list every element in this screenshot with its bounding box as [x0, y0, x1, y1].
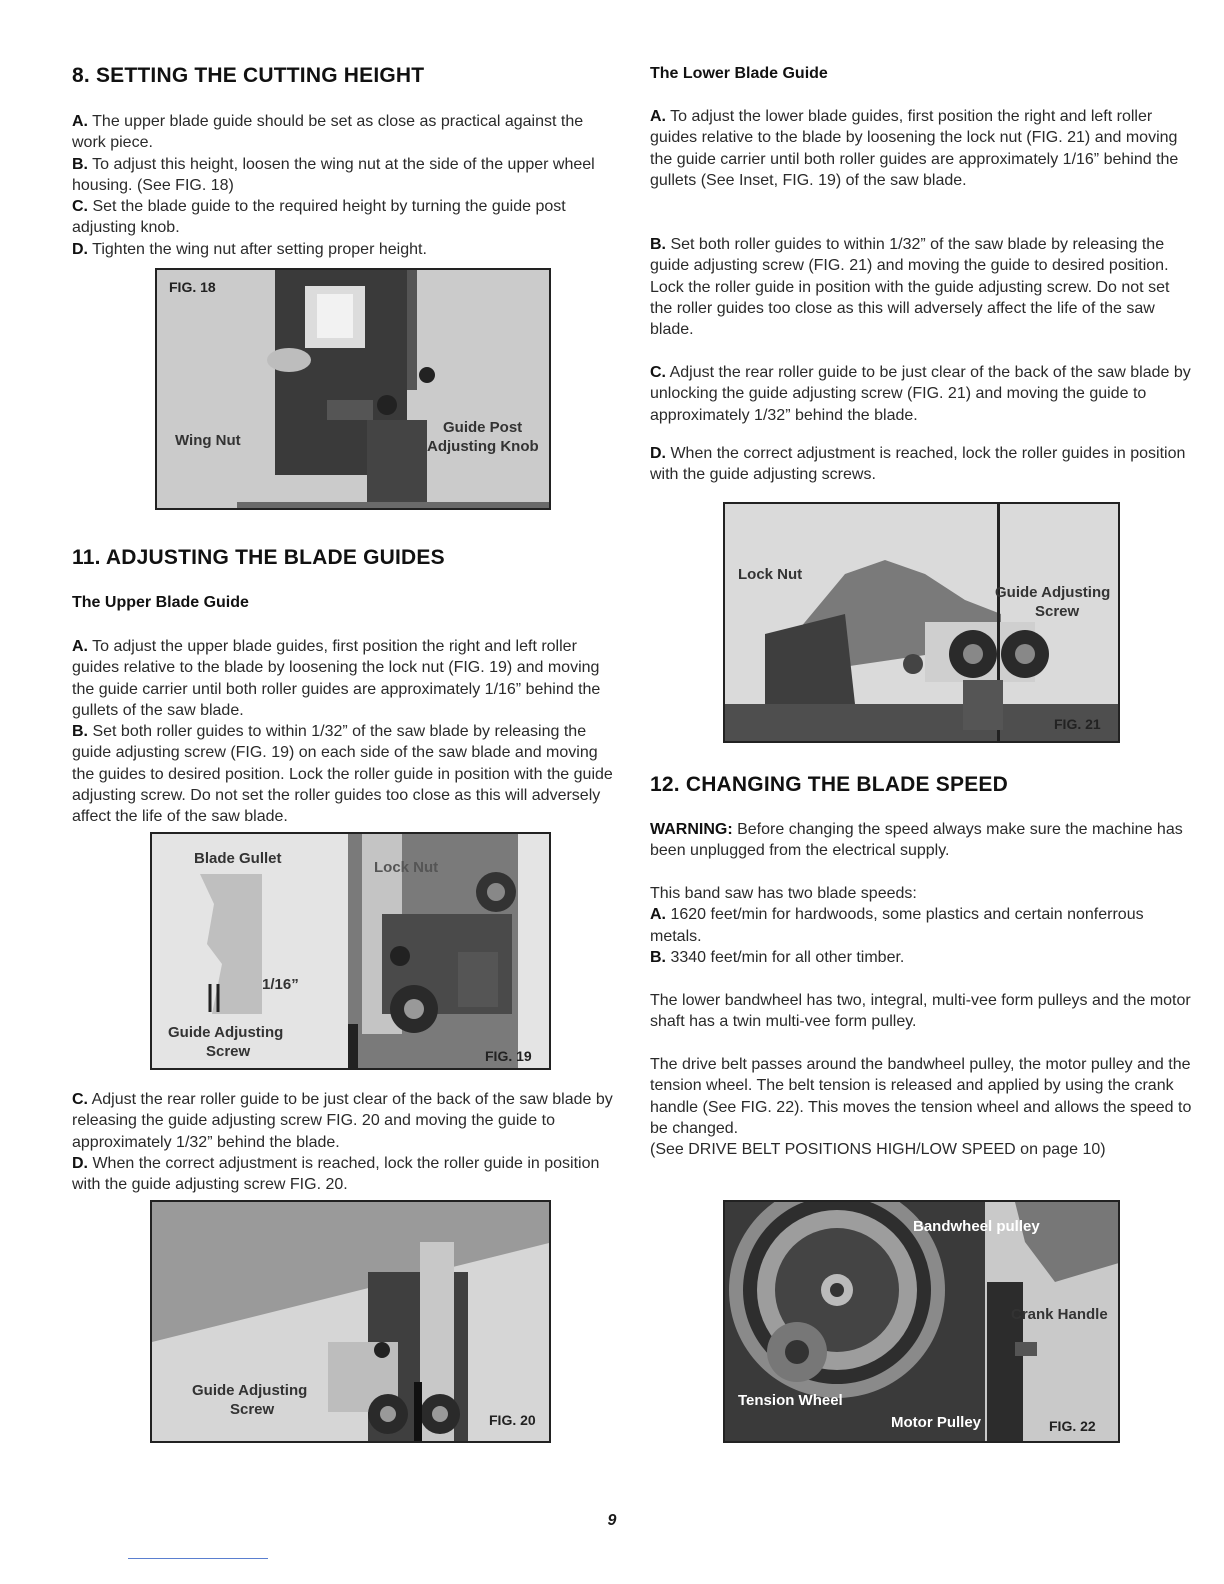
fig-19-label-screw: Screw: [206, 1043, 251, 1060]
section-12-speeds: This band saw has two blade speeds: A. 1620 feet/min for hardwoods, some plastics and certain nonferrous metals. B. 3340 feet/min for all other timber.: [650, 885, 1144, 966]
fig-19-photo: [150, 832, 551, 1070]
section-8-title: 8. SETTING THE CUTTING HEIGHT: [72, 64, 425, 87]
fig-19-label-guide-adjusting: Guide Adjusting: [168, 1024, 284, 1041]
section-11-title: 11. ADJUSTING THE BLADE GUIDES: [72, 546, 445, 569]
fig-18-photo: [155, 268, 551, 510]
fig-19-label-sixteenth: 1/16”: [262, 976, 299, 993]
lower-blade-guide-c: C. Adjust the rear roller guide to be just clear of the back of the saw blade by unlocking the guide adjusting screw (FIG. 21) and moving the guide to approximately 1/32” behind the blade.: [650, 364, 1191, 424]
section-12-warning: WARNING: Before changing the speed always make sure the machine has been unplugged from the electrical supply.: [650, 821, 1183, 860]
section-12-para1: The lower bandwheel has two, integral, multi-vee form pulleys and the motor shaft has a twin multi-vee form pulley.: [650, 992, 1191, 1031]
fig-21-illustration: [725, 504, 1120, 743]
page-number: 9: [607, 1512, 617, 1529]
fig-21-label-lock-nut: Lock Nut: [738, 566, 803, 583]
fig-22-label-crank-handle: Crank Handle: [1011, 1306, 1108, 1323]
fig-20-label-screw: Screw: [230, 1401, 275, 1418]
fig-19-label-lock-nut: Lock Nut: [374, 859, 439, 876]
section-8-text: A. The upper blade guide should be set as close as practical against the work piece. B. To adjust this height, loosen the wing nut at the side of the upper wheel housing. (See FIG. 18) C. Set the blade guide to the required height by turning the guide post adjusting knob. D. Tighten the wing nut after setting proper height.: [72, 113, 595, 258]
fig-19-number: FIG. 19: [485, 1048, 532, 1064]
fig-18-label-adjusting-knob: Adjusting Knob: [427, 438, 539, 455]
section-12-para2: The drive belt passes around the bandwheel pulley, the motor pulley and the tension wheel. The belt tension is released and applied by using the crank handle (See FIG. 22). This moves the tension wheel and allows the speed to be changed. (See DRIVE BELT POSITIONS HIGH/LOW SPEED on page 10): [650, 1056, 1192, 1159]
fig-21-number: FIG. 21: [1054, 716, 1101, 732]
fig-18-number: FIG. 18: [169, 279, 216, 295]
upper-blade-guide-subtitle: The Upper Blade Guide: [72, 594, 249, 611]
fig-18-label-guide-post: Guide Post: [443, 419, 523, 436]
lower-blade-guide-d: D. When the correct adjustment is reached, lock the roller guides in position with the guide adjusting screws.: [650, 445, 1186, 484]
section-12-title: 12. CHANGING THE BLADE SPEED: [650, 773, 1008, 796]
fig-20-number: FIG. 20: [489, 1412, 536, 1428]
lower-blade-guide-a: A. To adjust the lower blade guides, first position the right and left roller guides relative to the blade by loosening the lock nut (FIG. 21) and moving the guide carrier until both roller guides are approximately 1/16” behind the gullets (See Inset, FIG. 19) of the saw blade.: [650, 108, 1179, 189]
lower-blade-guide-b: B. Set both roller guides to within 1/32” of the saw blade by releasing the guide adjusting screw (FIG. 21) and moving the guide to desired position. Lock the roller guide in position with the guide adjusting screw. Do not set the roller guides too close as this will adversely affect the life of the saw blade.: [650, 236, 1170, 339]
fig-22-label-bandwheel: Bandwheel pulley: [913, 1218, 1040, 1235]
fig-22-label-motor-pulley: Motor Pulley: [891, 1414, 982, 1431]
fig-22-label-tension-wheel: Tension Wheel: [738, 1392, 843, 1409]
fig-20-illustration: [152, 1202, 551, 1443]
fig-21-photo: [723, 502, 1120, 743]
fig-21-label-screw: Screw: [1035, 603, 1080, 620]
fig-22-number: FIG. 22: [1049, 1418, 1096, 1434]
section-11-text-ab: A. To adjust the upper blade guides, first position the right and left roller guides relative to the blade by loosening the lock nut (FIG. 19) and moving the guide carrier until both roller guides are approximately 1/16” behind the gullets of the saw blade. B. Set both roller guides to within 1/32” of the saw blade by releasing the guide adjusting screw (FIG. 19) on each side of the saw blade and moving the guides to desired position. Lock the roller guide in position with the guide adjusting screw. Do not set the roller guides too close as this will adversely affect the life of the saw blade.: [72, 638, 613, 826]
fig-18-illustration: [157, 270, 551, 510]
section-11-text-cd: C. Adjust the rear roller guide to be just clear of the back of the saw blade by releasing the guide adjusting screw FIG. 20 and moving the guide to approximately 1/32” behind the blade. D. When the correct adjustment is reached, lock the roller guide in position with the guide adjusting screw FIG. 20.: [72, 1091, 613, 1194]
fig-22-photo: [723, 1200, 1120, 1443]
fig-20-label-guide-adjusting: Guide Adjusting: [192, 1382, 308, 1399]
fig-18-label-wing-nut: Wing Nut: [175, 432, 241, 449]
lower-blade-guide-subtitle: The Lower Blade Guide: [650, 65, 828, 82]
fig-19-label-blade-gullet: Blade Gullet: [194, 850, 282, 867]
fig-20-photo: [150, 1200, 551, 1443]
fig-21-label-guide-adjusting: Guide Adjusting: [995, 584, 1111, 601]
footer-line: [128, 1558, 268, 1559]
